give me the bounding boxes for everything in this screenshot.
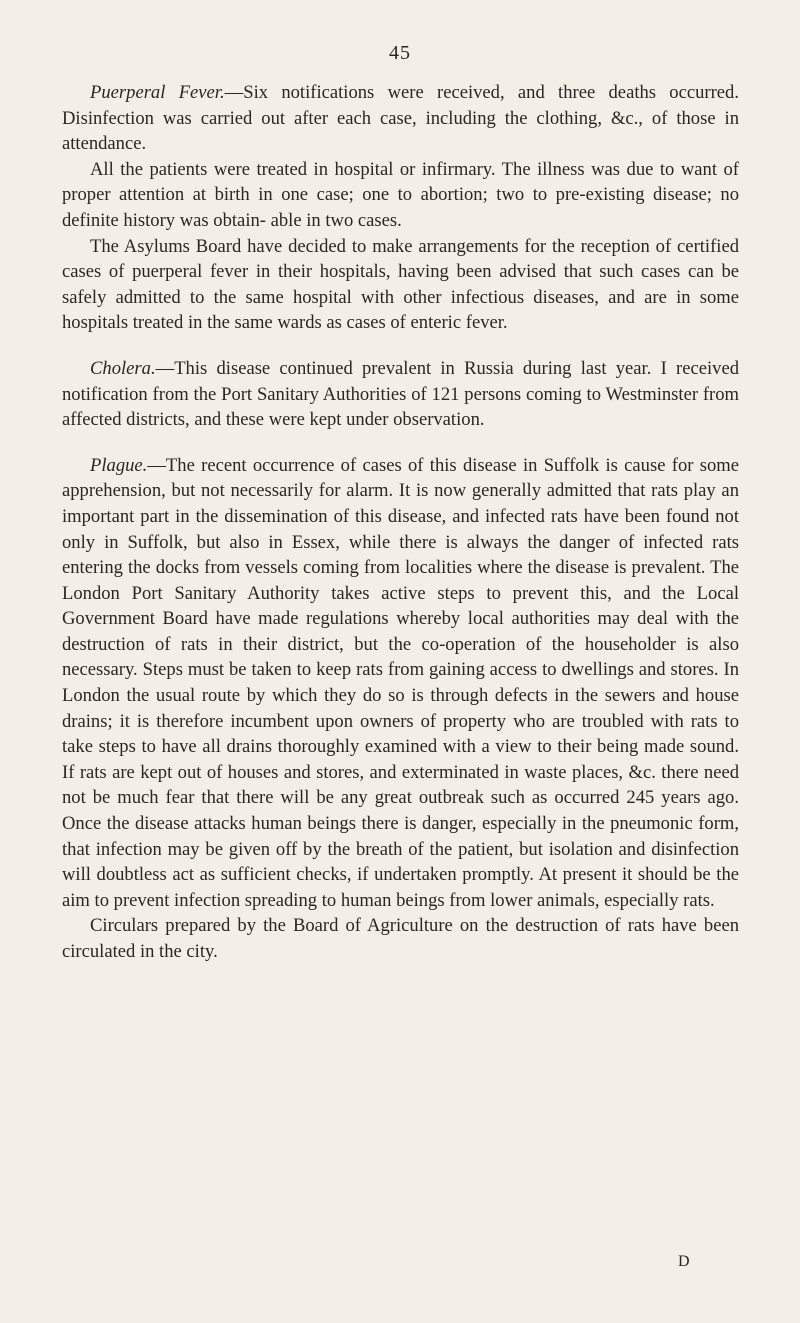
paragraph-patients-treated — [62, 157, 739, 234]
paragraph-circulars — [62, 913, 739, 964]
paragraph-plague — [62, 453, 739, 914]
paragraph-puerperal-fever — [62, 80, 739, 157]
signature-mark: D — [678, 1253, 690, 1270]
paragraph-text: —The recent occurrence of cases of this disease in Suffolk is cause for some apprehension, but not necessarily for alarm. It is now generally admitted that rats play an important part in the dissemination of this disease, and infected rats have been found not only in Suffolk, but also in Essex, while there is always the danger of infected rats entering the docks from vessels coming from localities where the disease is prevalent. The London Port Sanitary Authority takes active steps to prevent this, and the Local Government Board have made regulations whereby local authorities may deal with the destruction of rats in their district, but the co-operation of the householder is also necessary. Steps must be taken to keep rats from gaining access to dwellings and stores. In London the usual route by which they do so is through defects in the sewers and house drains; it is therefore incumbent upon owners of property who are troubled with rats to take steps to have all drains thoroughly examined with a view to their being made sound. If rats are kept out of houses and stores, and exterminated in waste places, &c. there need not be much fear that there will be any great outbreak such as occurred 245 years ago. Once the disease attacks human beings there is danger, especially in the pneumonic form, that infection may be given off by the breath of the patient, but isolation and disinfection will doubtless act as sufficient checks, if undertaken promptly. At present it should be the aim to prevent infection spreading to human beings from lower animals, especially rats. — [62, 454, 739, 911]
paragraph-text: All the patients were treated in hospital or infirmary. The illness was due to want of proper attention at birth in one case; one to abortion; two to pre-existing disease; no definite history was obtain- able in two cases. — [62, 158, 739, 231]
paragraph-asylums-board — [62, 234, 739, 336]
paragraph-text: —Six notifications were received, and three deaths occurred. Disinfection was carried out after each case, including the clothing, &c., of those in attendance. — [62, 82, 739, 155]
document-body — [62, 80, 739, 965]
page-number: 45 — [389, 42, 411, 64]
paragraph-cholera — [62, 356, 739, 433]
paragraph-text: —This disease continued prevalent in Russia during last year. I received notification from the Port Sanitary Authorities of 121 persons coming to Westminster from affected districts, and these were kept under observation. — [62, 357, 739, 431]
section-heading-cholera: Cholera. — [90, 357, 156, 379]
section-heading-plague: Plague. — [90, 454, 148, 476]
paragraph-text: The Asylums Board have decided to make arrangements for the reception of certified cases of puerperal fever in their hospitals, having been advised that such cases can be safely admitted to the same hospital with other infectious diseases, and are in some hospitals treated in the same wards as cases of enteric fever. — [62, 235, 739, 334]
paragraph-text: Circulars prepared by the Board of Agriculture on the destruction of rats have been circulated in the city. — [62, 915, 739, 962]
section-heading-puerperal-fever: Puerperal Fever. — [90, 82, 225, 103]
